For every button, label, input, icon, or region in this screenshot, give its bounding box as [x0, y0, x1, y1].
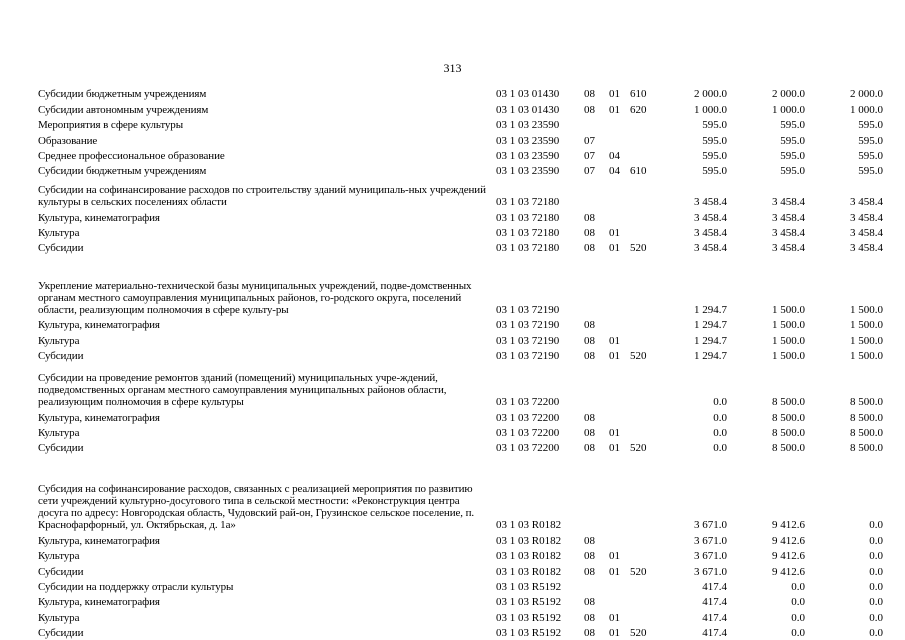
row-value-2: 1 500.0 [772, 303, 805, 316]
row-name: Субсидии на софинансирование расходов по строительству зданий муниципаль-ных учреждений культуры в сельских поселениях области [38, 184, 486, 209]
row-value-1: 3 671.0 [694, 565, 727, 578]
row-expense-type: 610 [630, 165, 647, 178]
row-value-1: 417.4 [702, 627, 727, 640]
row-name: Культура [38, 611, 80, 624]
row-value-2: 0.0 [791, 627, 805, 640]
row-section: 08 [584, 427, 595, 440]
table-row [0, 624, 905, 639]
row-subsection: 04 [609, 149, 620, 162]
row-expense-type: 520 [630, 442, 647, 455]
row-section: 08 [584, 565, 595, 578]
row-code: 03 1 03 72190 [496, 350, 560, 363]
row-value-3: 0.0 [869, 611, 883, 624]
row-value-1: 1 294.7 [694, 334, 727, 347]
row-value-3: 1 500.0 [850, 319, 883, 332]
table-row [0, 100, 905, 115]
row-name: Культура [38, 226, 80, 239]
row-value-3: 3 458.4 [850, 226, 883, 239]
row-value-3: 0.0 [869, 519, 883, 532]
row-code: 03 1 03 R5192 [496, 611, 562, 624]
row-section: 08 [584, 442, 595, 455]
row-code: 03 1 03 72190 [496, 319, 560, 332]
row-value-3: 0.0 [869, 596, 883, 609]
row-expense-type: 520 [630, 350, 647, 363]
table-row [0, 239, 905, 254]
row-value-1: 595.0 [702, 149, 727, 162]
row-section: 08 [584, 211, 595, 224]
row-section: 08 [584, 88, 595, 101]
row-code: 03 1 03 72180 [496, 242, 560, 255]
row-value-2: 0.0 [791, 581, 805, 593]
row-section: 08 [584, 103, 595, 116]
row-value-3: 0.0 [869, 565, 883, 578]
row-section: 08 [584, 319, 595, 332]
row-code: 03 1 03 23590 [496, 165, 560, 178]
row-value-2: 3 458.4 [772, 211, 805, 224]
table-row [0, 116, 905, 131]
row-value-2: 8 500.0 [772, 411, 805, 424]
row-value-1: 3 458.4 [694, 242, 727, 255]
row-name: Субсидии бюджетным учреждениям [38, 88, 207, 101]
row-value-3: 595.0 [858, 119, 883, 132]
row-value-2: 9 412.6 [772, 519, 805, 532]
row-subsection: 01 [609, 88, 620, 101]
row-section: 08 [584, 242, 595, 255]
row-section: 08 [584, 350, 595, 363]
row-expense-type: 520 [630, 242, 647, 255]
row-section: 07 [584, 134, 595, 147]
row-section: 07 [584, 165, 595, 178]
row-section: 08 [584, 334, 595, 347]
row-code: 03 1 03 72180 [496, 226, 560, 239]
row-name: Субсидии на проведение ремонтов зданий (помещений) муниципальных учре-ждений, подведомственных органам местного самоуправления муниципальных районов области, реализующим полномочия в сфере культуры [38, 372, 447, 409]
row-value-2: 595.0 [780, 149, 805, 162]
row-subsection: 01 [609, 565, 620, 578]
row-name: Культура, кинематография [38, 596, 160, 609]
row-name: Культура [38, 427, 80, 440]
row-name: Субсидии бюджетным учреждениям [38, 165, 207, 178]
table-row [0, 224, 905, 239]
row-name: Среднее профессиональное образование [38, 149, 225, 162]
row-code: 03 1 03 72190 [496, 334, 560, 347]
table-row [0, 608, 905, 623]
page-number: 313 [443, 61, 462, 75]
row-name: Укрепление материально-технической базы муниципальных учреждений, подве-домственных органам местного самоуправления муниципальных районов, го-родского округа, поселений области, реализующим полномочия в сфере культу-ры [38, 279, 472, 316]
row-value-2: 8 500.0 [772, 442, 805, 455]
row-name: Культура, кинематография [38, 319, 160, 332]
row-value-2: 0.0 [791, 611, 805, 624]
row-code: 03 1 03 01430 [496, 88, 560, 101]
row-value-1: 3 671.0 [694, 550, 727, 563]
row-value-1: 3 671.0 [694, 519, 727, 532]
row-value-3: 595.0 [858, 165, 883, 178]
row-value-1: 1 294.7 [694, 350, 727, 363]
row-value-2: 595.0 [780, 134, 805, 147]
row-value-1: 1 000.0 [694, 103, 727, 116]
row-code: 03 1 03 R0182 [496, 565, 562, 578]
row-value-1: 1 294.7 [694, 319, 727, 332]
row-section: 08 [584, 611, 595, 624]
table-row [0, 593, 905, 608]
row-section: 07 [584, 149, 595, 162]
row-code: 03 1 03 72190 [496, 303, 560, 316]
row-value-3: 1 500.0 [850, 334, 883, 347]
row-value-1: 3 671.0 [694, 534, 727, 547]
row-value-3: 8 500.0 [850, 427, 883, 440]
row-code: 03 1 03 72180 [496, 211, 560, 224]
row-subsection: 01 [609, 350, 620, 363]
row-value-3: 0.0 [869, 581, 883, 593]
row-value-1: 417.4 [702, 596, 727, 609]
row-value-1: 2 000.0 [694, 88, 727, 101]
row-value-2: 9 412.6 [772, 565, 805, 578]
row-name: Субсидии автономным учреждениям [38, 103, 209, 116]
row-section: 08 [584, 226, 595, 239]
row-subsection: 01 [609, 226, 620, 239]
row-value-1: 0.0 [713, 442, 727, 455]
row-value-3: 8 500.0 [850, 396, 883, 409]
row-subsection: 01 [609, 611, 620, 624]
row-value-2: 1 000.0 [772, 103, 805, 116]
row-value-3: 3 458.4 [850, 211, 883, 224]
row-value-2: 8 500.0 [772, 396, 805, 409]
row-value-3: 595.0 [858, 134, 883, 147]
row-name: Культура [38, 334, 80, 347]
row-code: 03 1 03 23590 [496, 149, 560, 162]
table-row [0, 177, 905, 208]
row-code: 03 1 03 R5192 [496, 596, 562, 609]
row-subsection: 01 [609, 427, 620, 440]
row-section: 08 [584, 411, 595, 424]
row-value-1: 3 458.4 [694, 211, 727, 224]
row-section: 08 [584, 550, 595, 563]
row-value-1: 3 458.4 [694, 226, 727, 239]
row-expense-type: 610 [630, 88, 647, 101]
row-value-3: 2 000.0 [850, 88, 883, 101]
table-row [0, 362, 905, 408]
row-code: 03 1 03 R0182 [496, 534, 562, 547]
table-row [0, 85, 905, 100]
row-subsection: 01 [609, 550, 620, 563]
row-code: 03 1 03 R0182 [496, 550, 562, 563]
row-value-1: 0.0 [713, 427, 727, 440]
row-value-1: 1 294.7 [694, 303, 727, 316]
row-expense-type: 520 [630, 627, 647, 640]
table-row [0, 547, 905, 562]
row-subsection: 01 [609, 103, 620, 116]
row-value-2: 1 500.0 [772, 334, 805, 347]
table-row [0, 562, 905, 577]
row-code: 03 1 03 23590 [496, 134, 560, 147]
table-row [0, 254, 905, 316]
table-row [0, 131, 905, 146]
table-row [0, 316, 905, 331]
row-code: 03 1 03 72200 [496, 427, 560, 440]
row-value-3: 0.0 [869, 534, 883, 547]
row-name: Субсидии [38, 627, 84, 640]
row-value-1: 595.0 [702, 134, 727, 147]
row-value-3: 1 500.0 [850, 350, 883, 363]
row-name: Субсидия на софинансирование расходов, связанных с реализацией мероприятия по развитию сети учреждений культурно-досугового типа в сельской местности: «Реконструкция центра досуга по адресу: Новгородская область, Чудовский рай-он, Грузинское сельское поселение, п. Краснофарфорный, ул. Октябрьская, д. 1а» [38, 483, 475, 532]
row-expense-type: 520 [630, 565, 647, 578]
row-value-1: 417.4 [702, 581, 727, 593]
row-value-2: 9 412.6 [772, 534, 805, 547]
row-name: Культура, кинематография [38, 211, 160, 224]
row-name: Субсидии [38, 350, 84, 363]
row-value-1: 595.0 [702, 119, 727, 132]
row-name: Образование [38, 134, 98, 147]
row-name: Культура [38, 550, 80, 563]
row-code: 03 1 03 72200 [496, 396, 560, 409]
table-row [0, 331, 905, 346]
table-row [0, 578, 905, 593]
row-name: Субсидии на поддержку отрасли культуры [38, 580, 234, 593]
row-value-1: 417.4 [702, 611, 727, 624]
table-row [0, 439, 905, 454]
row-value-3: 1 000.0 [850, 103, 883, 116]
row-value-2: 8 500.0 [772, 427, 805, 440]
budget-table [0, 85, 905, 639]
row-subsection: 01 [609, 334, 620, 347]
row-value-2: 3 458.4 [772, 242, 805, 255]
table-row [0, 454, 905, 531]
row-value-2: 595.0 [780, 165, 805, 178]
row-value-3: 3 458.4 [850, 196, 883, 209]
table-row [0, 347, 905, 362]
row-value-2: 9 412.6 [772, 550, 805, 563]
row-value-2: 3 458.4 [772, 226, 805, 239]
row-name: Субсидии [38, 442, 84, 455]
row-value-1: 3 458.4 [694, 196, 727, 209]
table-row [0, 408, 905, 423]
row-value-2: 1 500.0 [772, 350, 805, 363]
row-name: Субсидии [38, 565, 84, 578]
row-name: Культура, кинематография [38, 411, 160, 424]
row-value-1: 0.0 [713, 396, 727, 409]
table-row [0, 208, 905, 223]
row-code: 03 1 03 72200 [496, 442, 560, 455]
row-section: 08 [584, 596, 595, 609]
row-value-1: 0.0 [713, 411, 727, 424]
row-subsection: 01 [609, 442, 620, 455]
row-code: 03 1 03 01430 [496, 103, 560, 116]
row-code: 03 1 03 R5192 [496, 581, 562, 593]
row-section: 08 [584, 534, 595, 547]
row-value-3: 0.0 [869, 550, 883, 563]
row-value-3: 595.0 [858, 149, 883, 162]
row-code: 03 1 03 72200 [496, 411, 560, 424]
row-value-2: 2 000.0 [772, 88, 805, 101]
row-code: 03 1 03 R0182 [496, 519, 562, 532]
row-code: 03 1 03 R5192 [496, 627, 562, 640]
row-value-2: 3 458.4 [772, 196, 805, 209]
row-code: 03 1 03 72180 [496, 196, 560, 209]
row-value-3: 0.0 [869, 627, 883, 640]
row-value-1: 595.0 [702, 165, 727, 178]
row-value-2: 1 500.0 [772, 319, 805, 332]
row-value-3: 8 500.0 [850, 442, 883, 455]
row-value-3: 1 500.0 [850, 303, 883, 316]
table-row [0, 424, 905, 439]
row-code: 03 1 03 23590 [496, 119, 560, 132]
row-subsection: 04 [609, 165, 620, 178]
row-expense-type: 620 [630, 103, 647, 116]
row-subsection: 01 [609, 242, 620, 255]
row-value-2: 595.0 [780, 119, 805, 132]
row-name: Мероприятия в сфере культуры [38, 119, 184, 132]
table-row [0, 162, 905, 177]
table-row [0, 531, 905, 546]
row-value-3: 3 458.4 [850, 242, 883, 255]
row-subsection: 01 [609, 627, 620, 640]
row-name: Культура, кинематография [38, 534, 160, 547]
table-row [0, 147, 905, 162]
row-section: 08 [584, 627, 595, 640]
row-name: Субсидии [38, 242, 84, 255]
row-value-3: 8 500.0 [850, 411, 883, 424]
row-value-2: 0.0 [791, 596, 805, 609]
